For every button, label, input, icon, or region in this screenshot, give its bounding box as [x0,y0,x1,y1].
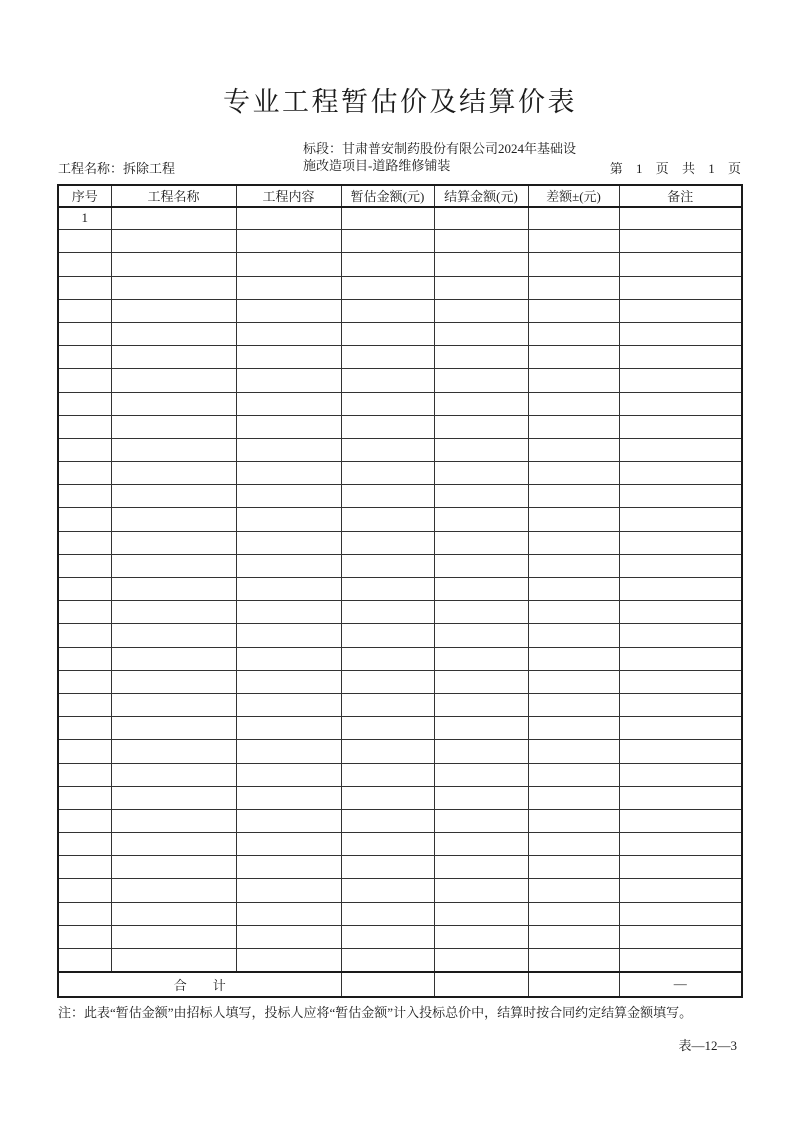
table-cell [111,462,236,485]
table-cell [236,415,341,438]
table-cell [434,346,528,369]
table-cell [341,949,434,972]
table-row [58,624,742,647]
table-cell [619,740,742,763]
table-cell [236,554,341,577]
table-cell [341,299,434,322]
header-cell-remark: 备注 [619,185,742,207]
table-cell [434,322,528,345]
table-cell [619,809,742,832]
total-estimate-cell [341,972,434,998]
table-cell [111,322,236,345]
table-row [58,717,742,740]
table-cell [236,230,341,253]
table-cell [236,809,341,832]
table-cell [236,856,341,879]
table-cell [528,624,619,647]
table-cell [434,392,528,415]
table-cell [58,554,111,577]
table-cell [111,902,236,925]
table-cell [58,670,111,693]
table-cell [236,438,341,461]
table-cell [58,462,111,485]
table-cell [236,925,341,948]
table-cell [528,276,619,299]
table-cell [58,693,111,716]
table-cell [111,833,236,856]
table-cell [341,925,434,948]
table-cell [528,833,619,856]
table-row [58,207,742,230]
header-cell-project-name: 工程名称 [111,185,236,207]
table-cell [58,485,111,508]
table-cell [434,809,528,832]
table-cell [528,346,619,369]
table-cell [619,786,742,809]
table-cell [58,786,111,809]
table-row [58,786,742,809]
table-cell [236,462,341,485]
table-row [58,879,742,902]
table-cell [528,322,619,345]
table-cell [619,554,742,577]
table-cell [341,670,434,693]
table-cell [111,809,236,832]
table-cell [236,670,341,693]
table-row [58,485,742,508]
table-cell [236,392,341,415]
page-indicator: 第 1 页 共 1 页 [609,161,741,176]
table-cell [111,879,236,902]
table-row [58,740,742,763]
table-cell [528,879,619,902]
table-cell [341,438,434,461]
footnote: 注：此表“暂估金额”由招标人填写，投标人应将“暂估金额”计入投标总价中，结算时按合同约定结算金额填写。 [58,1005,693,1020]
table-header-row [58,185,742,207]
table-row [58,833,742,856]
table-cell [111,856,236,879]
table-cell [434,299,528,322]
table-cell [434,601,528,624]
table-cell [528,438,619,461]
table-cell [434,740,528,763]
table-cell [434,508,528,531]
table-cell [236,693,341,716]
table-cell [528,740,619,763]
table-cell [58,276,111,299]
table-cell [341,856,434,879]
table-row [58,531,742,554]
table-cell [58,717,111,740]
table-cell [58,369,111,392]
table-cell [111,207,236,230]
page-title: 专业工程暂估价及结算价表 [223,87,577,117]
table-cell [111,949,236,972]
total-difference-cell [528,972,619,998]
table-cell [58,322,111,345]
table-cell [58,299,111,322]
table-cell [58,392,111,415]
table-cell [528,856,619,879]
table-cell [111,693,236,716]
table-cell [341,786,434,809]
table-cell [434,415,528,438]
table-cell [236,276,341,299]
table-cell [619,879,742,902]
table-row [58,578,742,601]
table-cell [434,925,528,948]
table-cell [58,809,111,832]
table-cell [528,717,619,740]
table-cell [58,879,111,902]
table-cell [58,438,111,461]
table-cell [341,276,434,299]
table-cell [236,322,341,345]
table-cell [236,902,341,925]
table-cell [619,508,742,531]
table-cell [434,624,528,647]
table-row [58,369,742,392]
table-cell [341,346,434,369]
table-cell [111,438,236,461]
table-cell [619,670,742,693]
table-cell [528,462,619,485]
table-cell [236,601,341,624]
table-cell [58,415,111,438]
table-cell [58,253,111,276]
table-cell [434,833,528,856]
table-cell [528,670,619,693]
table-cell [111,670,236,693]
table-row [58,230,742,253]
table-cell [619,856,742,879]
table-cell [434,554,528,577]
table-cell [341,531,434,554]
table-cell [434,578,528,601]
table-cell [236,624,341,647]
table-cell [111,647,236,670]
table-cell [528,253,619,276]
total-label: 合 计 [58,972,341,998]
table-cell [341,647,434,670]
table-cell [236,833,341,856]
table-cell [434,485,528,508]
table-cell [434,230,528,253]
table-cell [528,578,619,601]
table-cell [434,369,528,392]
table-cell [111,624,236,647]
table-cell [236,647,341,670]
table-cell [434,207,528,230]
table-cell [528,207,619,230]
table-cell [528,392,619,415]
table-cell [619,647,742,670]
table-cell [58,925,111,948]
table-cell [236,949,341,972]
table-cell [619,438,742,461]
header-cell-seq: 序号 [58,185,111,207]
table-cell [619,276,742,299]
table-cell [528,949,619,972]
table-cell [619,902,742,925]
table-cell [619,322,742,345]
header-cell-settlement-amount: 结算金额(元) [434,185,528,207]
table-cell [111,230,236,253]
table-cell [528,554,619,577]
table-row [58,693,742,716]
table-cell [434,276,528,299]
table-cell [528,763,619,786]
table-cell [619,949,742,972]
table-row [58,902,742,925]
table-cell [58,902,111,925]
table-cell [111,763,236,786]
table-row [58,763,742,786]
table-cell [111,578,236,601]
table-cell [58,531,111,554]
table-cell [434,902,528,925]
table-cell [528,485,619,508]
table-row [58,647,742,670]
table-cell [434,647,528,670]
table-cell [58,624,111,647]
total-settlement-cell [434,972,528,998]
table-cell [434,879,528,902]
table-cell [528,786,619,809]
table-cell [341,207,434,230]
table-cell [236,879,341,902]
table-row [58,253,742,276]
table-cell [619,717,742,740]
table-cell [341,508,434,531]
table-cell [111,554,236,577]
table-row [58,508,742,531]
table-cell [619,415,742,438]
table-cell [341,763,434,786]
table-cell [58,508,111,531]
total-row [58,972,742,998]
table-cell [58,949,111,972]
table-cell [341,369,434,392]
table-cell [528,809,619,832]
table-row [58,856,742,879]
table-cell [341,902,434,925]
table-cell [434,462,528,485]
table-cell [58,346,111,369]
table-cell [434,856,528,879]
table-cell [619,207,742,230]
table-cell [341,740,434,763]
header-cell-project-content: 工程内容 [236,185,341,207]
table-cell [341,322,434,345]
table-cell [528,693,619,716]
table-cell [619,462,742,485]
table-cell [341,601,434,624]
table-cell [619,346,742,369]
table-cell [619,531,742,554]
table-cell [236,508,341,531]
table-cell [236,578,341,601]
table-cell [111,740,236,763]
table-cell [111,253,236,276]
table-cell [58,763,111,786]
table-cell: 1 [58,207,111,230]
table-cell [111,717,236,740]
table-cell [58,856,111,879]
table-cell [619,925,742,948]
table-cell [619,624,742,647]
table-cell [619,369,742,392]
table-cell [434,949,528,972]
table-cell [111,276,236,299]
table-cell [434,253,528,276]
table-cell [528,902,619,925]
project-name-line: 工程名称：拆除工程 [58,161,176,176]
table-cell [341,693,434,716]
table-cell [236,207,341,230]
table-cell [341,485,434,508]
table-row [58,276,742,299]
table-cell [111,392,236,415]
table-cell [111,925,236,948]
table-row [58,925,742,948]
table-cell [528,299,619,322]
table-cell [236,369,341,392]
section-line-2: 施改造项目-道路维修铺装 [303,157,451,173]
table-row [58,392,742,415]
table-cell [236,485,341,508]
table-cell [236,740,341,763]
table-row [58,462,742,485]
table-row [58,809,742,832]
table-cell [528,230,619,253]
table-row [58,438,742,461]
table-row [58,299,742,322]
form-number: 表—12—3 [678,1038,737,1053]
table-cell [341,879,434,902]
estimate-table [57,184,743,998]
table-cell [111,415,236,438]
table-cell [341,253,434,276]
table-cell [434,670,528,693]
table-cell [111,369,236,392]
table-cell [341,717,434,740]
table-cell [619,763,742,786]
table-cell [236,786,341,809]
table-cell [111,299,236,322]
table-row [58,415,742,438]
table-cell [341,578,434,601]
table-cell [619,485,742,508]
table-cell [111,508,236,531]
table-row [58,601,742,624]
table-cell [236,299,341,322]
table-cell [58,230,111,253]
table-cell [341,462,434,485]
table-cell [111,531,236,554]
table-cell [58,647,111,670]
table-cell [619,601,742,624]
header-cell-estimate-amount: 暂估金额(元) [341,185,434,207]
table-cell [619,693,742,716]
table-cell [619,833,742,856]
table-cell [341,554,434,577]
table-cell [528,415,619,438]
table-cell [341,392,434,415]
table-cell [341,833,434,856]
table-cell [528,508,619,531]
table-cell [236,253,341,276]
table-cell [434,438,528,461]
table-cell [236,531,341,554]
table-row [58,554,742,577]
table-body [58,207,742,972]
table-cell [236,763,341,786]
table-cell [341,415,434,438]
table-cell [58,833,111,856]
table-cell [528,601,619,624]
table-cell [434,693,528,716]
table-cell [619,253,742,276]
table-cell [434,763,528,786]
table-cell [341,230,434,253]
table-cell [111,786,236,809]
total-remark-cell: — [619,972,742,998]
table-cell [434,531,528,554]
table-cell [619,230,742,253]
table-cell [58,578,111,601]
table-cell [58,601,111,624]
table-cell [111,485,236,508]
table-cell [341,809,434,832]
table-cell [434,717,528,740]
table-cell [236,717,341,740]
table-cell [434,786,528,809]
table-cell [236,346,341,369]
table-cell [619,299,742,322]
section-info [303,141,576,174]
table-row [58,346,742,369]
table-cell [111,346,236,369]
table-cell [619,578,742,601]
table-cell [528,531,619,554]
table-row [58,322,742,345]
table-cell [528,925,619,948]
table-cell [619,392,742,415]
table-cell [528,369,619,392]
table-cell [58,740,111,763]
table-cell [528,647,619,670]
table-cell [111,601,236,624]
header-cell-difference: 差额±(元) [528,185,619,207]
table-row [58,949,742,972]
section-line-1: 标段：甘肃普安制药股份有限公司2024年基础设 [303,141,577,156]
table-cell [341,624,434,647]
table-row [58,670,742,693]
